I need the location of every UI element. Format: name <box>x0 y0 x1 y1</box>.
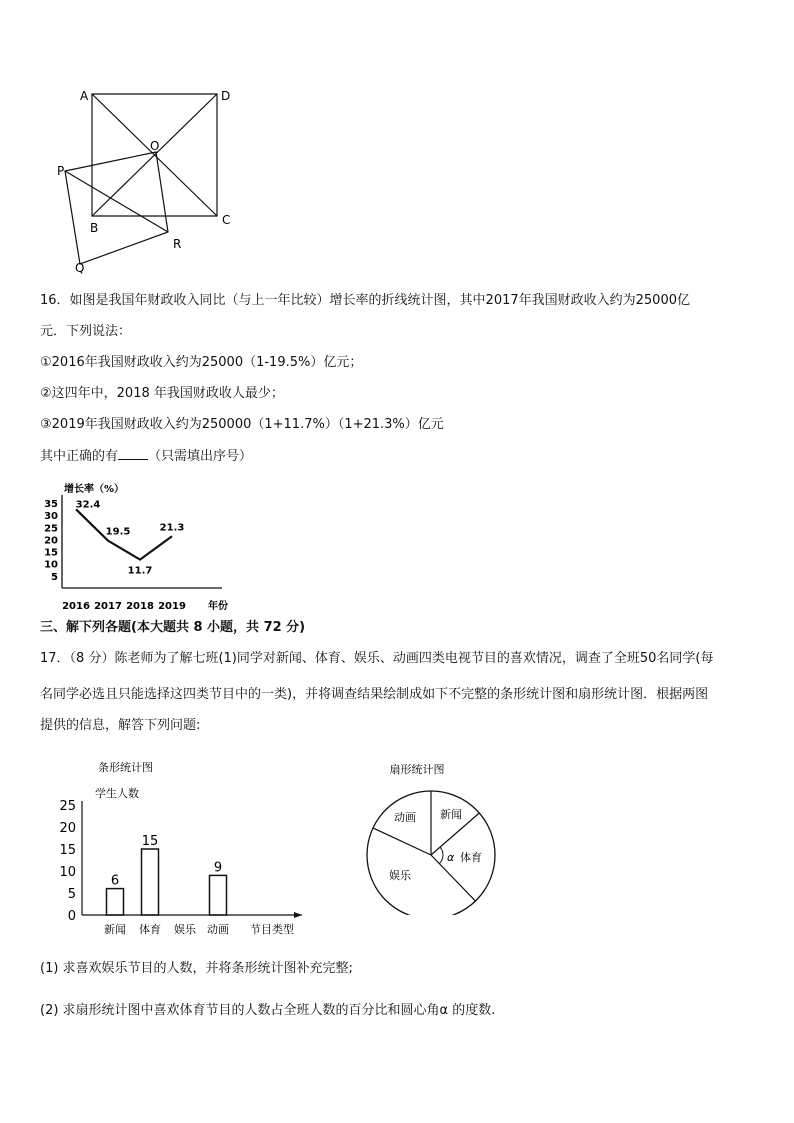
y-axis-label: 学生人数 <box>95 787 139 800</box>
x-axis-label: 节目类型 <box>250 923 294 936</box>
y-tick-label: 15 <box>44 547 58 559</box>
label-a: A <box>80 89 89 103</box>
y-tick-label: 10 <box>59 865 76 880</box>
program-pie-chart <box>355 755 515 915</box>
label-p: P <box>57 164 65 178</box>
q17-line1: 17．（8 分）陈老师为了解七班(1)同学对新闻、体育、娱乐、动画四类电视节目的喜欢情况，调查了全班50名同学(每 <box>40 651 714 666</box>
bar <box>142 849 159 915</box>
q16-item3: ③2019年我国财政收入约为250000（1+11.7%）（1+21.3%）亿元 <box>40 417 444 432</box>
quad-oprq <box>65 152 168 264</box>
label-d: D <box>221 89 231 103</box>
x-tick-label: 体育 <box>139 923 161 936</box>
y-tick-label: 20 <box>59 821 76 836</box>
data-label: 11.7 <box>127 565 153 577</box>
q16-line1: 16．如图是我国年财政收入同比（与上一年比较）增长率的折线统计图，其中2017年我国财政收入约为25000亿 <box>40 293 690 308</box>
segment-pr <box>65 171 168 232</box>
alpha-arc <box>439 847 443 864</box>
q16-answer-prefix: 其中正确的有 <box>40 449 119 464</box>
chart-title: 扇形统计图 <box>389 763 445 776</box>
y-tick-label: 25 <box>59 799 76 814</box>
q16-answer-line <box>40 447 252 466</box>
section-3-header: 三、解下列各题(本大题共 8 小题，共 72 分) <box>40 620 306 635</box>
growth-line-chart <box>38 478 228 613</box>
q17-part2: (2) 求扇形统计图中喜欢体育节目的人数占全班人数的百分比和圆心角α 的度数. <box>40 1003 496 1018</box>
slice-label: 新闻 <box>440 808 462 821</box>
bar-value-label: 9 <box>213 860 223 876</box>
x-tick-label: 娱乐 <box>174 923 196 936</box>
y-tick-label: 30 <box>44 511 58 523</box>
x-tick-label: 动画 <box>207 923 229 936</box>
x-tick-label: 2016 <box>62 601 90 612</box>
bar <box>107 889 124 915</box>
q16-answer-blank <box>118 447 148 460</box>
y-tick-label: 5 <box>51 571 58 583</box>
y-tick-label: 25 <box>44 523 58 535</box>
x-tick-label: 2019 <box>158 601 186 612</box>
q17-line3: 提供的信息，解答下列问题: <box>40 718 201 733</box>
slice-label: 动画 <box>394 811 416 824</box>
x-tick-label: 新闻 <box>104 923 126 936</box>
slice-label: 体育 <box>460 851 482 864</box>
y-tick-label: 10 <box>44 559 58 571</box>
q16-line2: 元．下列说法： <box>40 324 132 339</box>
y-tick-label: 15 <box>59 843 76 858</box>
q16-answer-suffix: （只需填出序号） <box>148 449 253 464</box>
label-r: R <box>173 237 182 251</box>
y-tick-label: 5 <box>67 887 76 902</box>
q16-item2: ②这四年中，2018 年我国财政收人最少； <box>40 386 284 401</box>
q16-item1: ①2016年我国财政收入约为25000（1-19.5%）亿元； <box>40 355 363 370</box>
y-tick-label: 0 <box>67 909 76 924</box>
q17-line2: 名同学必选且只能选择这四类节目中的一类)，并将调查结果绘制成如下不完整的条形统计图和扇形统计图．根据两图 <box>40 687 709 702</box>
program-bar-chart <box>40 755 310 945</box>
slice-label: 娱乐 <box>389 869 411 882</box>
label-c: C <box>222 213 231 227</box>
label-o: O <box>150 139 160 153</box>
data-label: 32.4 <box>75 499 101 511</box>
y-tick-label: 35 <box>44 499 58 510</box>
chart-title: 条形统计图 <box>98 761 153 774</box>
bar-value-label: 15 <box>141 834 159 849</box>
y-axis-label: 增长率（%） <box>64 484 125 495</box>
bar-value-label: 6 <box>110 873 120 889</box>
data-label: 21.3 <box>159 522 185 534</box>
data-label: 19.5 <box>105 526 131 538</box>
alpha-label: α <box>447 851 455 864</box>
geometry-figure <box>50 82 250 277</box>
x-axis-arrow <box>294 912 302 918</box>
slice-divider <box>373 828 431 855</box>
bar <box>210 875 227 915</box>
x-axis-label: 年份 <box>208 601 228 612</box>
q17-part1: (1) 求喜欢娱乐节目的人数，并将条形统计图补充完整; <box>40 961 353 976</box>
x-tick-label: 2018 <box>126 601 154 612</box>
x-tick-label: 2017 <box>94 601 122 612</box>
label-q: Q <box>75 261 85 275</box>
label-b: B <box>90 221 99 235</box>
y-tick-label: 20 <box>44 535 58 547</box>
